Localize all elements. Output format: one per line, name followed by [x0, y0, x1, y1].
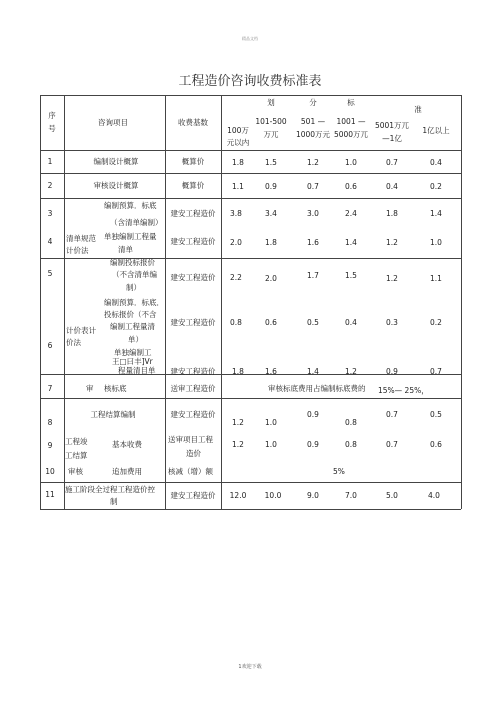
cell-value: 4.0 — [428, 491, 440, 500]
cell-value: 1.5 — [265, 158, 277, 167]
row-number: 1 — [47, 157, 53, 166]
header-col5: 5001万兀 — [374, 121, 410, 130]
header-col3: 501 — — [300, 117, 326, 126]
merged-note: 5% — [333, 467, 345, 476]
cell-value: 1.2 — [345, 367, 357, 376]
row-item: 程量清目单 — [118, 366, 156, 375]
cell-value: 1.6 — [265, 367, 277, 376]
row-item: 制） — [126, 283, 141, 292]
row-item: （含清单编制） — [110, 218, 163, 227]
row-number: 5 — [47, 269, 53, 278]
row-item: 清单 — [118, 245, 133, 254]
cell-value: 2.0 — [265, 274, 277, 283]
header-col1: 元以内 — [226, 138, 250, 147]
table-row-line — [40, 173, 461, 174]
table-row-line — [40, 482, 461, 483]
table-col-line — [221, 95, 222, 509]
cell-value: 1.2 — [386, 238, 398, 247]
header-group-char: 划 — [267, 98, 275, 107]
row-item: 核标底 — [104, 384, 127, 393]
row-item: 追加费用 — [112, 467, 142, 476]
row-item: 编制预算．标底． — [104, 298, 164, 307]
cell-value: 1.2 — [232, 418, 244, 427]
cell-value: 0.9 — [386, 367, 398, 376]
cell-value: 0.6 — [345, 182, 357, 191]
cell-value: 0.3 — [386, 318, 398, 327]
cell-value: 0.6 — [430, 440, 442, 449]
row-item: 施工阶段全过程工程造价控 — [65, 485, 155, 494]
cell-value: 1.8 — [232, 158, 244, 167]
cell-value: 1.0 — [265, 418, 277, 427]
row-number: 4 — [47, 237, 53, 246]
row-number: 2 — [47, 181, 53, 190]
table-border-left — [40, 95, 41, 509]
cell-value: 1.6 — [307, 238, 319, 247]
header-group-char: 标 — [347, 98, 355, 107]
table-row-line — [40, 398, 461, 399]
cell-value: 2.2 — [230, 273, 242, 282]
cell-value: 0.5 — [430, 410, 442, 419]
row-base: 建安工程造价 — [170, 367, 216, 376]
table-border-bottom — [40, 509, 461, 510]
row-item: 制 — [110, 497, 118, 506]
row-item: 单独编制工 — [114, 348, 152, 357]
cell-value: 1.4 — [307, 367, 319, 376]
header-seq: 号 — [48, 124, 56, 133]
row-base: 建安工程造价 — [170, 491, 216, 500]
cell-value: 10.0 — [264, 491, 282, 500]
cell-value: 1.2 — [307, 158, 319, 167]
table-row-line — [40, 258, 461, 259]
row-group: 工程竣 — [65, 437, 88, 446]
cell-value: 5.0 — [386, 491, 398, 500]
header-item: 咨询项目 — [98, 118, 128, 127]
row-item: 单独编制工程量 — [104, 232, 157, 241]
row-group: 计价法 — [66, 246, 89, 255]
cell-value: 0.8 — [230, 318, 242, 327]
document-title: 工程造价咨询收费标准表 — [178, 74, 322, 89]
merged-note: 15%— 25%， — [378, 386, 429, 395]
merged-note: 审核标底费用占编制标底费的 — [268, 384, 366, 393]
cell-value: 1.1 — [232, 182, 244, 191]
header-col6: 1亿以上 — [422, 126, 450, 135]
cell-value: 0.7 — [307, 182, 319, 191]
header-col2: 万兀 — [263, 130, 279, 139]
table-row-line — [40, 198, 461, 199]
header-group-char: 分 — [309, 98, 317, 107]
row-number: 11 — [45, 490, 55, 499]
cell-value: 1.4 — [430, 209, 442, 218]
cell-value: 1.1 — [430, 274, 442, 283]
row-number: 10 — [45, 467, 55, 476]
cell-value: 1.7 — [307, 271, 319, 280]
row-item: （不含清单编 — [112, 270, 157, 279]
header-group-char: 准 — [414, 105, 422, 114]
row-base: 概算价 — [181, 181, 205, 190]
cell-value: 1.5 — [345, 271, 357, 280]
row-number: 8 — [47, 418, 53, 427]
row-base: 建安工程造价 — [170, 318, 216, 327]
row-base: 核减（增）额 — [168, 467, 213, 476]
cell-value: 0.7 — [430, 367, 442, 376]
row-item: 单） — [128, 335, 143, 344]
row-base: 送审项目工程 — [168, 435, 213, 444]
cell-value: 0.9 — [307, 440, 319, 449]
cell-value: 0.7 — [386, 410, 398, 419]
cell-value: 2.0 — [230, 238, 242, 247]
row-item: 基本收费 — [112, 440, 142, 449]
row-item: 编制设计概算 — [93, 157, 139, 166]
row-group: 审核 — [68, 467, 83, 476]
row-base: 造价 — [186, 449, 201, 458]
cell-value: 0.2 — [430, 182, 442, 191]
cell-value: 2.4 — [345, 209, 357, 218]
cell-value: 0.5 — [307, 318, 319, 327]
cell-value: 0.8 — [345, 440, 357, 449]
row-number: 3 — [47, 209, 53, 218]
cell-value: 1.0 — [345, 158, 357, 167]
cell-value: 1.4 — [345, 238, 357, 247]
cell-value: 1.2 — [232, 440, 244, 449]
cell-value: 7.0 — [345, 491, 357, 500]
cell-value: 1.0 — [430, 238, 442, 247]
row-item: 审核设计概算 — [93, 181, 139, 190]
table-border-right — [461, 95, 462, 509]
header-col5: —1亿 — [382, 134, 402, 143]
cell-value: 0.2 — [430, 318, 442, 327]
cell-value: 12.0 — [229, 491, 247, 500]
row-group: 计价表计 — [66, 326, 96, 335]
cell-value: 0.4 — [430, 158, 442, 167]
cell-value: 1.8 — [386, 209, 398, 218]
header-seq: 序 — [48, 111, 56, 120]
cell-value: 9.0 — [307, 491, 319, 500]
cell-value: 3.0 — [307, 209, 319, 218]
cell-value: 0.6 — [265, 318, 277, 327]
cell-value: 0.4 — [345, 318, 357, 327]
cell-value: 3.4 — [265, 209, 277, 218]
table-col-line — [165, 95, 166, 509]
cell-value: 0.8 — [345, 418, 357, 427]
cell-value: 0.4 — [386, 182, 398, 191]
row-base: 建安工程造价 — [170, 237, 216, 246]
cell-value: 1.8 — [232, 367, 244, 376]
header-col2: 101-500 — [255, 117, 287, 126]
table-row-line — [40, 150, 461, 151]
cell-value: 0.9 — [307, 410, 319, 419]
header-base: 收费基数 — [178, 118, 208, 127]
cell-value: 0.7 — [386, 158, 398, 167]
row-group: 价法 — [66, 338, 81, 347]
row-base: 建安工程造价 — [170, 273, 216, 282]
cell-value: 1.2 — [386, 274, 398, 283]
row-base: 概算价 — [181, 157, 205, 166]
cell-value: 1.0 — [265, 440, 277, 449]
row-group: 清单规范 — [66, 234, 96, 243]
row-item: 投标报价（不含 — [104, 310, 157, 319]
page-footer: 1欢迎下载 — [238, 664, 262, 670]
row-item: 编制工程量清 — [110, 322, 155, 331]
header-col4: 5000万兀 — [333, 130, 369, 139]
row-base: 送审工程造价 — [170, 384, 216, 393]
row-item: 编制投标报价 — [110, 258, 155, 267]
row-item: 王□曰丰]Vr — [112, 357, 153, 366]
cell-value: 1.8 — [265, 238, 277, 247]
row-group: 工结算 — [65, 451, 88, 460]
cell-value: 3.8 — [230, 209, 242, 218]
row-base: 建安工程造价 — [170, 209, 216, 218]
header-col3: 1000万元 — [295, 130, 331, 139]
header-col4: 1001 — — [336, 117, 366, 126]
cell-value: 0.9 — [265, 182, 277, 191]
row-number: 6 — [47, 341, 53, 350]
row-number: 7 — [47, 384, 53, 393]
header-note: 精品文档 — [242, 36, 258, 41]
row-item: 审 — [86, 384, 94, 393]
table-border-top — [40, 95, 461, 96]
header-col1: 100万 — [227, 126, 249, 135]
cell-value: 0.7 — [386, 440, 398, 449]
row-base: 建安工程造价 — [170, 410, 216, 419]
row-item: 编制预算．标底 — [104, 201, 157, 210]
row-number: 9 — [47, 441, 53, 450]
row-item: 工程结算编制 — [90, 410, 136, 419]
